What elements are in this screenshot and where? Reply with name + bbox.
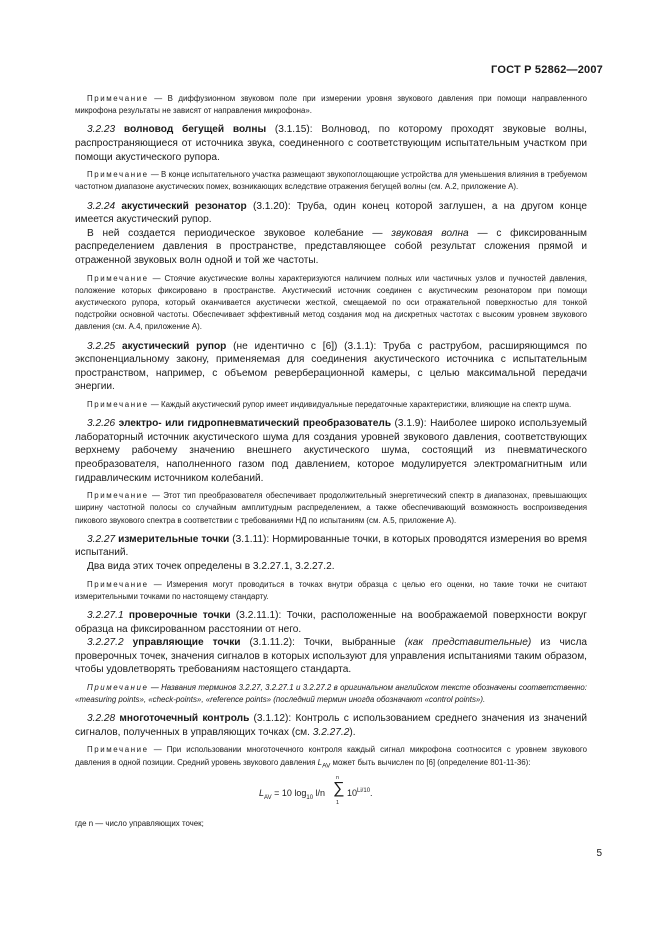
definition-32272: 3.2.27.2 управляющие точки (3.1.11.2): Точки, выбранные (как представительные) из числа проверочных точек, значения сигналов в которых используют для управления испытаниями таким образом, чтобы удовлетворять требованиям настоящего стандарта. bbox=[75, 637, 587, 676]
note-3224: Примечание — Стоячие акустические волны характеризуются наличием полных или частичных узлов и пучностей давления, положение которых фиксировано в пространстве. Акустический источник соединен с акустическим резонатором при помощи акустического рупора, который оканчивается акустически жесткой, смещаемой по оси отражательной поверхностью для тонкой подстройки основной частоты. Обеспечивает эффективный метод создания мод на дискретных частотах с высоким уровнем звукового давления (см. А.4, приложение А). bbox=[75, 273, 587, 332]
note-3222: Примечание — В диффузионном звуковом поле при измерении уровня звукового давления при помощи направленного микрофона результаты не зависят от направления микрофона». bbox=[75, 94, 587, 116]
where-clause: где n — число управляющих точек; bbox=[75, 819, 204, 829]
page-content bbox=[75, 93, 587, 830]
note-3225: Примечание — Каждый акустический рупор имеет индивидуальные передаточные характеристики, влияющие на спектр шума. bbox=[87, 399, 572, 409]
definition-3227-p2: Два вида этих точек определены в 3.2.27.1, 3.2.27.2. bbox=[87, 560, 335, 572]
term-waveguide: волновод бегущей волны bbox=[123, 124, 267, 136]
term-measuring-points: измерительные точки bbox=[118, 533, 230, 545]
definition-3227: 3.2.27 измерительные точки (3.1.11): Нормированные точки, в которых проводятся измерения во время испытаний. bbox=[75, 533, 587, 559]
definition-3224-p2: В ней создается периодическое звуковое колебание — звуковая волна — с фиксированным распределением давления в пространстве, представляющее собой результат сложения прямой и отраженной звуковых волн одной и той же частоты. bbox=[75, 227, 587, 266]
term-reference-points: управляющие точки bbox=[132, 637, 241, 649]
term-check-points: проверочные точки bbox=[128, 609, 231, 621]
term-resonator: акустический резонатор bbox=[121, 200, 247, 212]
term-horn: акустический рупор bbox=[121, 340, 227, 352]
note-32272: Примечание — Названия терминов 3.2.27, 3.2.27.1 и 3.2.27.2 в оригинальном английском тексте обозначены соответственно: «measuring points», «check-points», «reference points» (последний термин иногда обозначают «control points»). bbox=[75, 682, 587, 705]
note-3223: Примечание — В конце испытательного участка размещают звукопоглощающие устройства для уменьшения влияния в требуемом частотном диапазоне акустических помех, возникающих вследствие отражения бегущей волны (см. А.2, приложение А). bbox=[75, 170, 587, 192]
definition-3226: 3.2.26 электро- или гидропневматический преобразователь (3.1.9): Наиболее широко используемый лабораторный источник акустического шума для создания уровней звукового давления, соответствующих верхнему рабочему значению внешнего акустического шума, состоящий из пневматического преобразователя, наполненного газом под давлением, которое модулируется электромагнитным или гидравлическим источником колебаний. bbox=[75, 418, 587, 484]
definition-3225: 3.2.25 акустический рупор (не идентично с [6]) (3.1.1): Труба с раструбом, расширяющимся по экспоненциальному закону, применяемая для соединения акустического источника с испытательным пространством, например, с объемом реверберационной камеры, с целью максимальной передачи энергии. bbox=[75, 340, 587, 393]
definition-3224: 3.2.24 акустический резонатор (3.1.20): Труба, один конец которой заглушен, а на другом конце имеется акустический рупор. bbox=[75, 200, 587, 226]
note-3227: Примечание — Измерения могут проводиться в точках внутри образца с целью его оценки, но такие точки не считают измерительными точками по настоящему стандарту. bbox=[75, 579, 587, 601]
note-3228: Примечание — При использовании многоточечного контроля каждый сигнал микрофона соотносится с уровнем звукового давления в одной позиции. Средний уровень звукового давления $L_{AV}$ может быть вычислен по [6] (определение 801-11-36): bbox=[75, 745, 587, 770]
term-multipoint-control: многоточечный контроль bbox=[119, 713, 250, 725]
average-level-formula: $L_{AV} = 10$ $\log_{10} l/n$ n ∑ 1 $10^{Li/10}$. bbox=[259, 775, 373, 807]
standard-header: ГОСТ Р 52862—2007 bbox=[491, 64, 603, 76]
definition-32271: 3.2.27.1 проверочные точки (3.2.11.1): Точки, расположенные на воображаемой поверхности вокруг образца на фиксированном расстоянии от него. bbox=[75, 609, 587, 635]
term-transducer: электро- или гидропневматический преобразователь bbox=[118, 418, 392, 430]
page-number: 5 bbox=[596, 848, 602, 859]
note-label: Примечание bbox=[87, 94, 149, 103]
note-3226: Примечание — Этот тип преобразователя обеспечивает продолжительный энергетический спектр в диапазонах, превышающих ширину частотной полосы со случайным амплитудным распределением, а также обеспечивающий возможность воспроизведения пикового звукового спектра в соответствии с требованиями НД по испытаниям (см. А.5, приложение А). bbox=[75, 491, 587, 525]
definition-3223: 3.2.23 волновод бегущей волны (3.1.15): Волновод, по которому проходят звуковые волны, распространяющиеся от источника звука, соединенного с соответствующим испытательным участком при помощи акустического рупора. bbox=[75, 124, 587, 163]
summation-symbol: ∑ bbox=[333, 780, 345, 798]
definition-3228: 3.2.28 многоточечный контроль (3.1.12): Контроль с использованием среднего значения из значений сигналов, полученных в управляющих точках (см. 3.2.27.2). bbox=[75, 713, 587, 738]
